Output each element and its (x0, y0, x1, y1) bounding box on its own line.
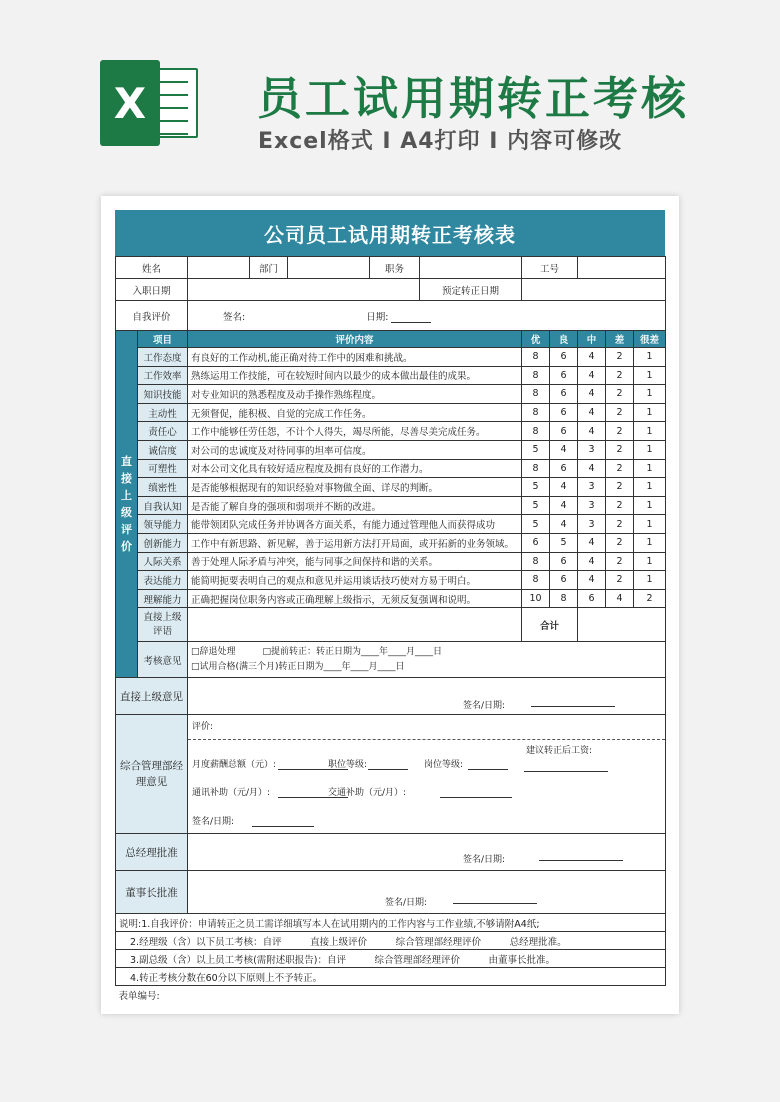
date-row (116, 279, 666, 301)
planned-date-field[interactable] (522, 279, 666, 301)
direct-opinion-field[interactable]: 签名/日期: (188, 678, 666, 715)
banner-subtitle: Excel格式 I A4打印 I 内容可修改 (258, 129, 623, 154)
note-row: 说明:1.自我评价：申请转正之员工需详细填写本人在试用期内的工作内容与工作业绩,不够请附A4纸; (116, 914, 666, 932)
gm-approval-field[interactable]: 签名/日期: (188, 834, 666, 871)
form-number-row (116, 986, 666, 1004)
note-row: 3.副总级（含）以上员工考核(需附述职报告)：自评 综合管理部经理评价 由董事长批准。 (116, 950, 666, 968)
review-opinion-label: 考核意见 (138, 642, 188, 678)
position-field[interactable] (420, 257, 522, 279)
self-eval-field[interactable]: 签名: 日期: (188, 301, 666, 331)
content-header: 评价内容 (188, 331, 522, 348)
criteria-row: 工作态度 有良好的工作动机,能正确对待工作中的困难和挑战。 8 6 4 2 1 (116, 348, 666, 367)
note-row: 2.经理级（含）以下员工考核：自评 直接上级评价 综合管理部经理评价 总经理批准。 (116, 932, 666, 950)
gm-approval-label: 总经理批准 (116, 834, 188, 871)
criteria-row: 可塑性 对本公司文化具有较好适应程度及拥有良好的工作潜力。 8 6 4 2 1 (116, 459, 666, 478)
join-date-field[interactable] (188, 279, 420, 301)
banner (0, 0, 780, 190)
criteria-row: 表达能力 能简明扼要表明自己的观点和意见并运用谈话技巧使对方易于明白。 8 6 4 2 1 (116, 571, 666, 590)
chairman-approval-row (116, 871, 666, 914)
total-label: 合计 (522, 608, 578, 642)
criteria-row: 自我认知 是否能了解自身的强项和弱项并不断的改进。 5 4 3 2 1 (116, 496, 666, 515)
supervisor-comment-label: 直接上级评语 (138, 608, 188, 642)
review-opinion-row (116, 642, 666, 678)
criteria-header-row (116, 331, 666, 348)
grade-header-3: 差 (606, 331, 634, 348)
dept-field[interactable] (288, 257, 370, 279)
hr-opinion-row (116, 715, 666, 834)
planned-date-label: 预定转正日期 (420, 279, 522, 301)
self-eval-row (116, 301, 666, 331)
join-date-label: 入职日期 (116, 279, 188, 301)
supervisor-comment-field[interactable] (188, 608, 522, 642)
criteria-row: 人际关系 善于处理人际矛盾与冲突，能与同事之间保持和谐的关系。 8 6 4 2 1 (116, 552, 666, 571)
form-title: 公司员工试用期转正考核表 (115, 210, 665, 256)
evaluation-table (115, 256, 666, 1003)
excel-logo-icon: X (100, 60, 198, 146)
position-label: 职务 (370, 257, 420, 279)
total-field[interactable] (578, 608, 666, 642)
criteria-row: 主动性 无须督促，能积极、自觉的完成工作任务。 8 6 4 2 1 (116, 403, 666, 422)
id-field[interactable] (578, 257, 666, 279)
note-row: 4.转正考核分数在60分以下原则上不予转正。 (116, 968, 666, 986)
self-eval-label: 自我评价 (116, 301, 188, 331)
criteria-row: 领导能力 能带领团队完成任务并协调各方面关系，有能力通过管理他人而获得成功 5 4 3 2 1 (116, 515, 666, 534)
item-header: 项目 (138, 331, 188, 348)
criteria-row: 责任心 工作中能够任劳任怨，不计个人得失，竭尽所能，尽善尽美完成任务。 8 6 4 2 1 (116, 422, 666, 441)
id-label: 工号 (522, 257, 578, 279)
form-number-label: 表单编号: (118, 990, 160, 1002)
supervisor-comment-row (116, 608, 666, 642)
gm-approval-row (116, 834, 666, 871)
grade-header-2: 中 (578, 331, 606, 348)
grade-header-0: 优 (522, 331, 550, 348)
direct-opinion-row (116, 678, 666, 715)
criteria-row: 缜密性 是否能够根据现有的知识经验对事物做全面、详尽的判断。 5 4 3 2 1 (116, 478, 666, 497)
criteria-row: 诚信度 对公司的忠诚度及对待同事的坦率可信度。 5 4 3 2 1 (116, 440, 666, 459)
name-label: 姓名 (116, 257, 188, 279)
criteria-row: 创新能力 工作中有新思路、新见解，善于运用新方法打开局面，或开拓新的业务领域。 6 5 4 2 1 (116, 533, 666, 552)
direct-opinion-label: 直接上级意见 (116, 678, 188, 715)
banner-title: 员工试用期转正考核 (257, 72, 690, 125)
chairman-approval-label: 董事长批准 (116, 871, 188, 914)
name-field[interactable] (188, 257, 250, 279)
form-paper (101, 196, 679, 1014)
section-label-direct-eval: 直接上级评价 (116, 331, 138, 678)
criteria-row: 知识技能 对专业知识的熟悉程度及动手操作熟练程度。 8 6 4 2 1 (116, 385, 666, 404)
grade-header-1: 良 (550, 331, 578, 348)
chairman-approval-field[interactable]: 签名/日期: (188, 871, 666, 914)
criteria-row: 工作效率 熟练运用工作技能，可在较短时间内以最少的成本做出最佳的成果。 8 6 4 2 1 (116, 366, 666, 385)
dept-label: 部门 (250, 257, 288, 279)
form-sheet (115, 210, 665, 1003)
hr-opinion-label: 综合管理部经理意见 (116, 715, 188, 834)
hr-opinion-field[interactable]: 评价: 建议转正后工资: 月度薪酬总额（元）: 职位等级: 岗位等级: 通讯补助（元/月）: 交通补助（元/月）: 签名/日期: (188, 715, 666, 834)
criteria-row: 理解能力 正确把握岗位职务内容或正确理解上级指示，无须反复强调和说明。 10 8 6 4 2 (116, 589, 666, 608)
review-opinion-field[interactable]: □辞退处理 □提前转正：转正日期为____年____月____日 □试用合格(满三个月)转正日期为____年____月____日 (188, 642, 666, 678)
grade-header-4: 很差 (634, 331, 666, 348)
basic-info-row (116, 257, 666, 279)
